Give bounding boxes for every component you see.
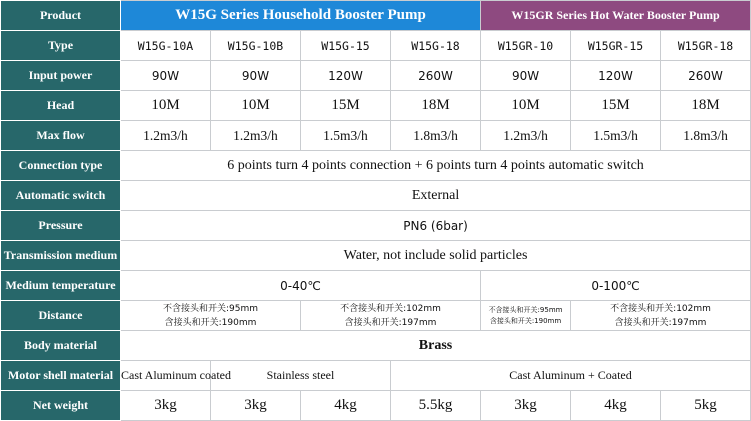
medium-temperature-cell: 0-100℃	[481, 271, 751, 301]
distance-cell	[121, 301, 301, 331]
motor-shell-cell: Stainless steel	[211, 361, 391, 391]
distance-line: 含接头和开关:197mm	[614, 317, 707, 328]
connection-type-row	[1, 151, 751, 181]
net-weight-cell: 4kg	[571, 391, 661, 421]
distance-row	[1, 301, 751, 331]
head-row	[1, 91, 751, 121]
input-power-cell: 260W	[391, 61, 481, 91]
row-label-net-weight: Net weight	[1, 391, 121, 421]
max-flow-cell: 1.5m3/h	[571, 121, 661, 151]
series-b-title: W15GR Series Hot Water Booster Pump	[481, 1, 751, 31]
product-row	[1, 1, 751, 31]
distance-line: 含接头和开关:190mm	[489, 316, 562, 325]
motor-shell-material-row	[1, 361, 751, 391]
series-a-title: W15G Series Household Booster Pump	[121, 1, 481, 31]
automatic-switch-row	[1, 181, 751, 211]
max-flow-cell: 1.2m3/h	[211, 121, 301, 151]
net-weight-cell: 3kg	[121, 391, 211, 421]
motor-shell-cell: Cast Aluminum + Coated	[391, 361, 751, 391]
automatic-switch-value: External	[121, 181, 751, 211]
distance-line: 含接头和开关:197mm	[344, 317, 437, 328]
net-weight-cell: 5kg	[661, 391, 751, 421]
input-power-cell: 90W	[481, 61, 571, 91]
distance-line: 不含接头和开关:102mm	[340, 303, 441, 314]
row-label-max-flow: Max flow	[1, 121, 121, 151]
net-weight-cell: 3kg	[481, 391, 571, 421]
head-cell: 15M	[571, 91, 661, 121]
header-label: Product	[1, 1, 121, 31]
row-label-motor-shell-material: Motor shell material	[1, 361, 121, 391]
row-label-automatic-switch: Automatic switch	[1, 181, 121, 211]
head-cell: 10M	[121, 91, 211, 121]
input-power-cell: 260W	[661, 61, 751, 91]
max-flow-row	[1, 121, 751, 151]
row-label-connection-type: Connection type	[1, 151, 121, 181]
input-power-row	[1, 61, 751, 91]
input-power-cell: 120W	[571, 61, 661, 91]
head-cell: 18M	[391, 91, 481, 121]
transmission-medium-value: Water, not include solid particles	[121, 241, 751, 271]
model-cell: W15GR-15	[571, 31, 661, 61]
pressure-value: PN6 (6bar)	[121, 211, 751, 241]
row-label-type: Type	[1, 31, 121, 61]
motor-shell-cell: Cast Aluminum coated	[121, 361, 211, 391]
input-power-cell: 90W	[211, 61, 301, 91]
medium-temperature-cell: 0-40℃	[121, 271, 481, 301]
input-power-cell: 90W	[121, 61, 211, 91]
row-label-pressure: Pressure	[1, 211, 121, 241]
row-label-medium-temperature: Medium temperature	[1, 271, 121, 301]
body-material-row	[1, 331, 751, 361]
distance-line: 不含接头和开关:95mm	[162, 303, 259, 314]
model-cell: W15GR-10	[481, 31, 571, 61]
max-flow-cell: 1.2m3/h	[481, 121, 571, 151]
model-cell: W15G-18	[391, 31, 481, 61]
body-material-value: Brass	[121, 331, 751, 361]
model-cell: W15G-10A	[121, 31, 211, 61]
connection-type-value: 6 points turn 4 points connection + 6 points turn 4 points automatic switch	[121, 151, 751, 181]
medium-temperature-row	[1, 271, 751, 301]
model-cell: W15G-10B	[211, 31, 301, 61]
distance-cell	[571, 301, 751, 331]
distance-line: 不含接头和开关:95mm	[488, 305, 563, 314]
type-row	[1, 31, 751, 61]
head-cell: 10M	[481, 91, 571, 121]
max-flow-cell: 1.8m3/h	[661, 121, 751, 151]
input-power-cell: 120W	[301, 61, 391, 91]
max-flow-cell: 1.2m3/h	[121, 121, 211, 151]
model-cell: W15G-15	[301, 31, 391, 61]
transmission-medium-row	[1, 241, 751, 271]
distance-cell	[301, 301, 481, 331]
net-weight-cell: 4kg	[301, 391, 391, 421]
model-cell: W15GR-18	[661, 31, 751, 61]
row-label-head: Head	[1, 91, 121, 121]
head-cell: 15M	[301, 91, 391, 121]
row-label-input-power: Input power	[1, 61, 121, 91]
net-weight-cell: 3kg	[211, 391, 301, 421]
pressure-row	[1, 211, 751, 241]
row-label-distance: Distance	[1, 301, 121, 331]
net-weight-cell: 5.5kg	[391, 391, 481, 421]
net-weight-row	[1, 391, 751, 421]
distance-line: 含接头和开关:190mm	[164, 317, 257, 328]
max-flow-cell: 1.5m3/h	[301, 121, 391, 151]
row-label-body-material: Body material	[1, 331, 121, 361]
distance-line: 不含接头和开关:102mm	[610, 303, 711, 314]
distance-cell	[481, 301, 571, 331]
head-cell: 10M	[211, 91, 301, 121]
row-label-transmission-medium: Transmission medium	[1, 241, 121, 271]
head-cell: 18M	[661, 91, 751, 121]
max-flow-cell: 1.8m3/h	[391, 121, 481, 151]
